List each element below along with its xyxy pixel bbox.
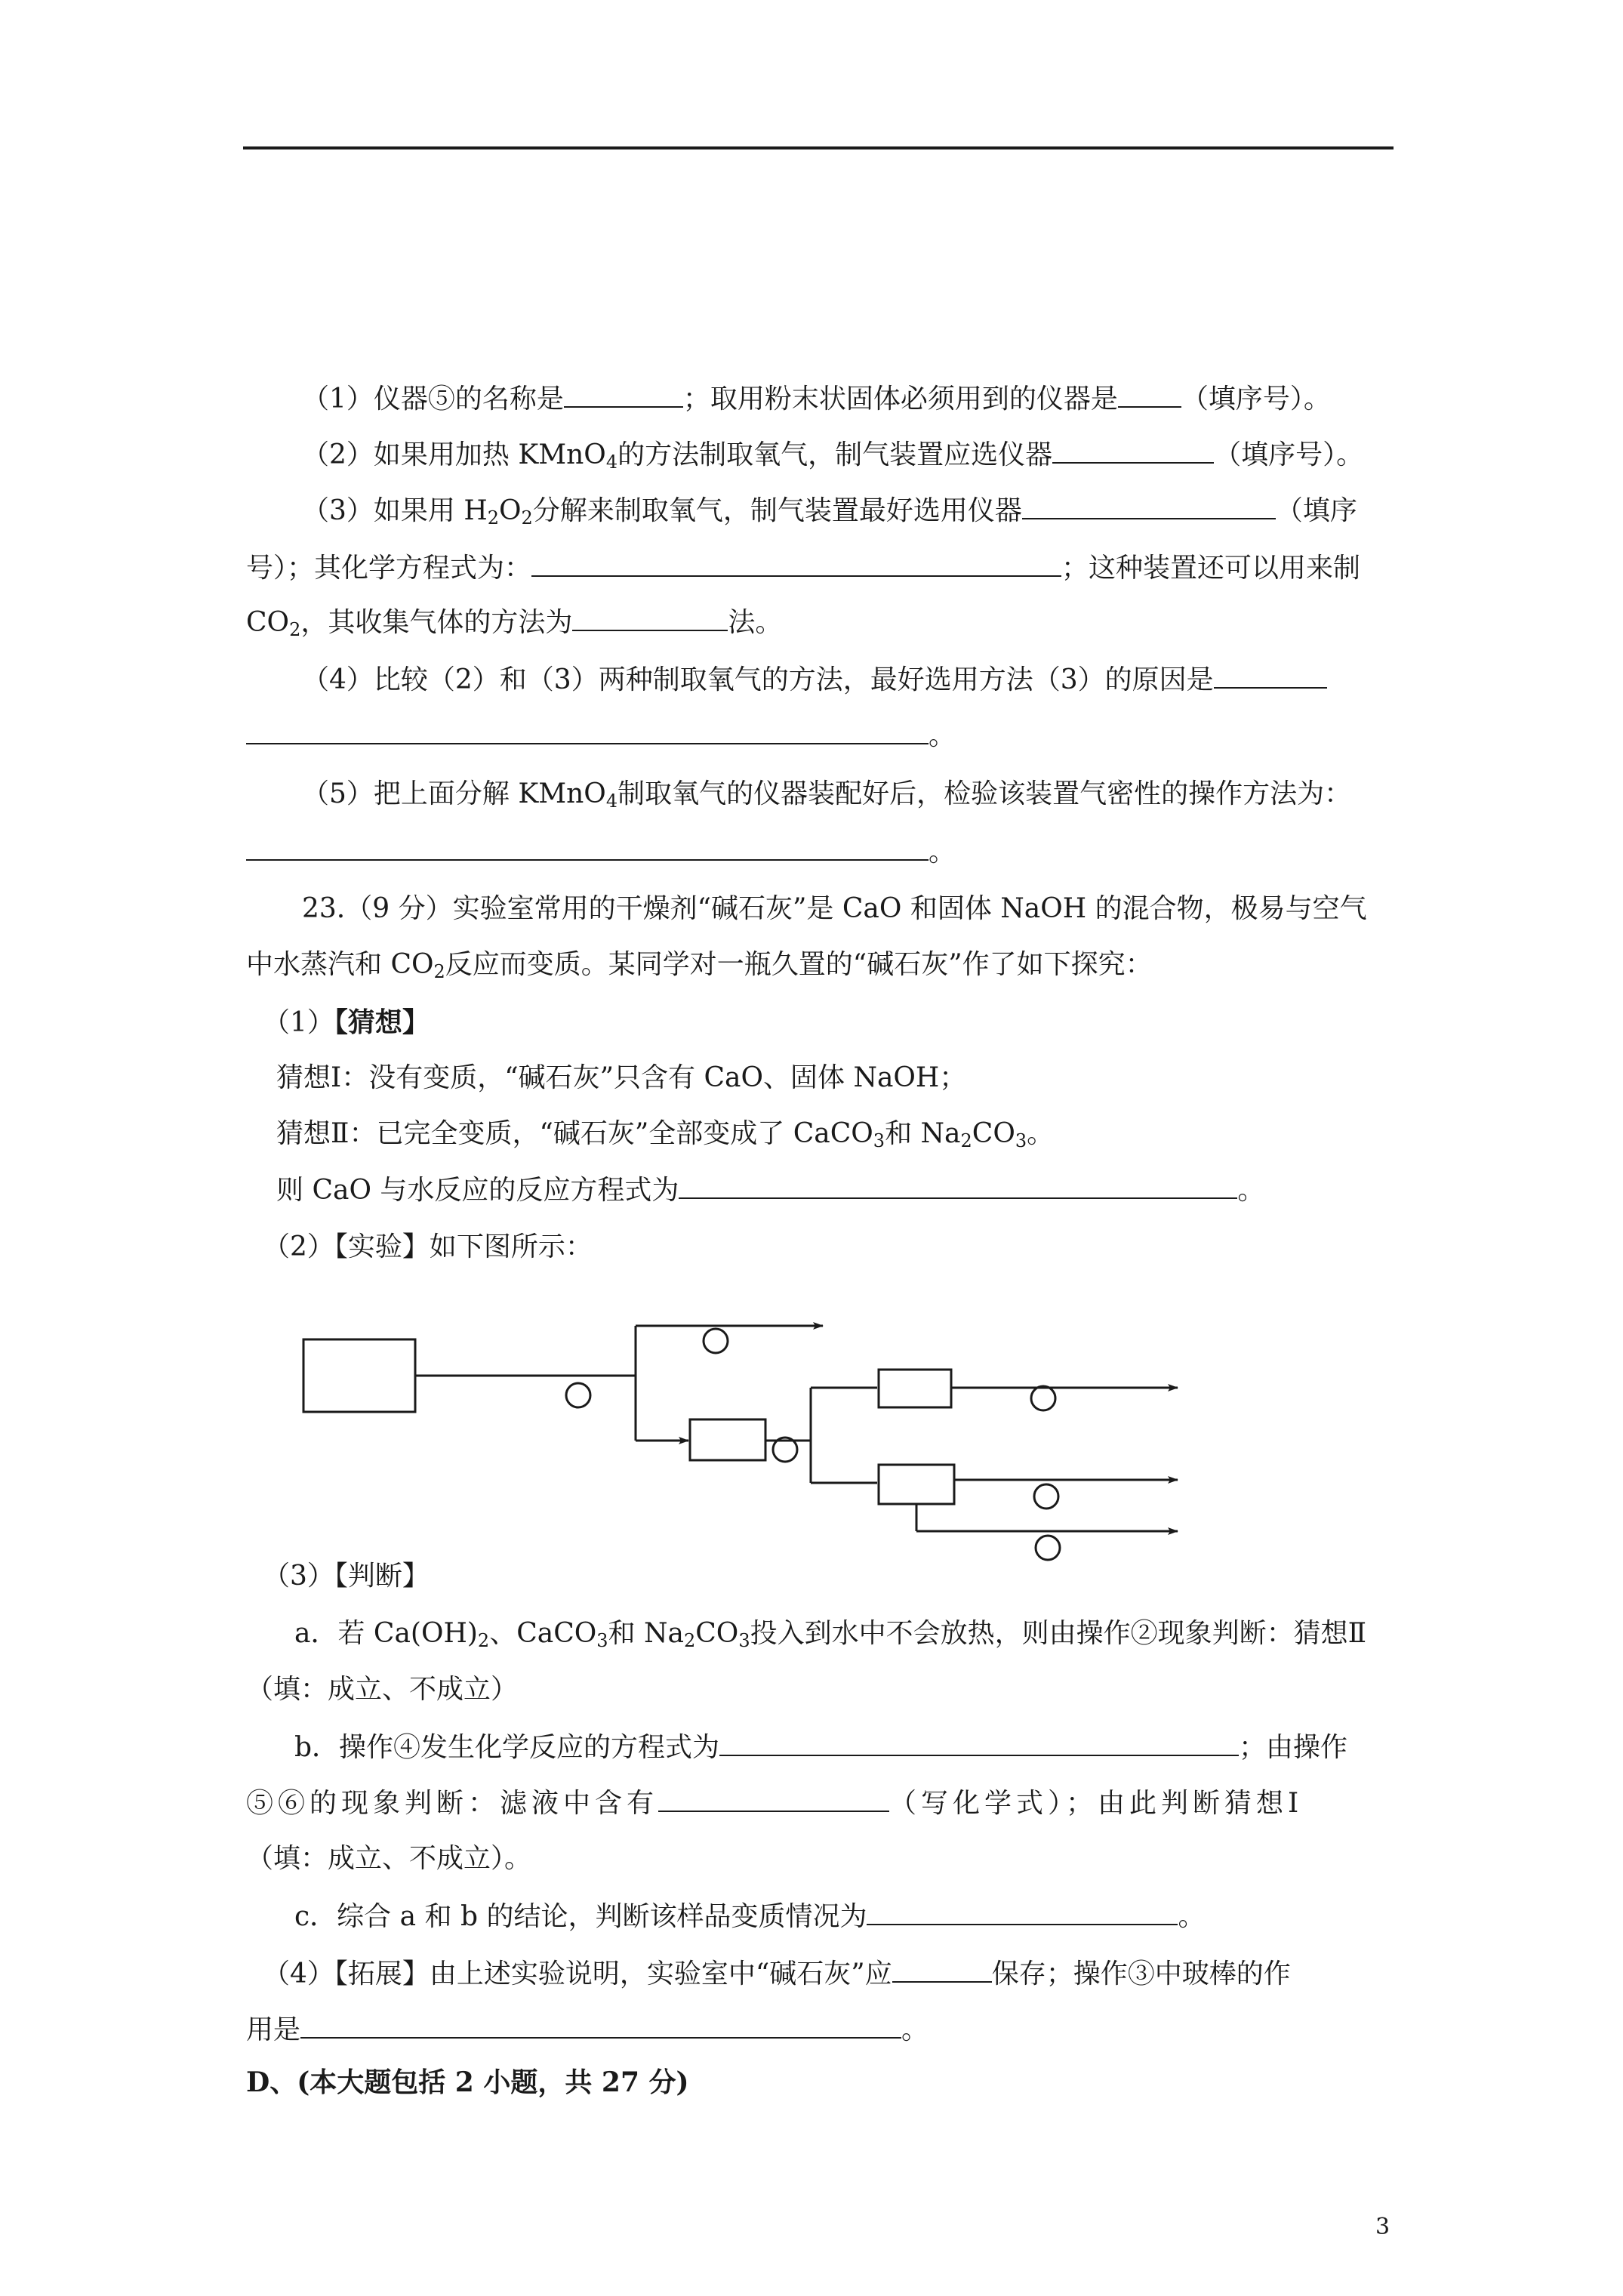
q22-part2: （2）如果用加热 KMnO$_4$的方法制取氧气，制气装置应选仪器 （填序号）。 (302, 436, 1363, 473)
step-circle-1 (566, 1383, 590, 1407)
header-rule (243, 146, 1394, 149)
step-circle-5 (1034, 1484, 1058, 1509)
step-circle-2 (704, 1329, 728, 1353)
q23-judgement-b-line3: （填：成立、不成立）。 (246, 1843, 532, 1874)
q23-section1-heading: （1）【猜想】 (263, 1006, 430, 1038)
q23-section3-heading: （3）【判断】 (263, 1561, 430, 1592)
box-4 (879, 1465, 954, 1504)
q23-judgement-b-line2: ⑤⑥的现象判断：滤液中含有 （写化学式）；由此判断猜想Ⅰ (246, 1785, 1303, 1822)
q23-section2-heading: （2）【实验】如下图所示： (263, 1231, 593, 1262)
q23-judgement-c: c．综合 a 和 b 的结论，判断该样品变质情况为 。 (294, 1898, 1205, 1935)
q23-cao-equation: 则 CaO 与水反应的反应方程式为 。 (276, 1172, 1264, 1209)
q22-part3-line1: （3）如果用 $H_2O_2$分解来制取氧气，制气装置最好选用仪器 （填序 (302, 492, 1357, 529)
q22-part4-line2: 。 (246, 717, 956, 754)
q23-extension-line2: 用是 。 (246, 2011, 929, 2048)
page-number: 3 (1375, 2214, 1390, 2240)
q23-judgement-a-line1: a．若 $Ca(OH)_2$、CaCO$_3$和 $Na_2CO_3$投入到水中不会放热，则由操作②现象判断：猜想Ⅱ (294, 1618, 1367, 1651)
q23-intro-line2: 中水蒸汽和 $CO_2$反应而变质。某同学对一瓶久置的“碱石灰”作了如下探究： (246, 949, 1153, 982)
step-circle-4 (1031, 1386, 1055, 1410)
q22-part4-line1: （4）比较（2）和（3）两种制取氧气的方法，最好选用方法（3）的原因是 (302, 661, 1327, 698)
q23-guess2: 猜想Ⅱ：已完全变质，“碱石灰”全部变成了 CaCO$_3$和 $Na_2CO_3$。 (276, 1118, 1055, 1151)
q23-extension-line1: （4）【拓展】由上述实验说明，实验室中“碱石灰”应 保存；操作③中玻棒的作 (263, 1955, 1291, 1992)
q22-part5-line2: 。 (246, 834, 956, 871)
section-d-heading: D、(本大题包括 2 小题，共 27 分) (246, 2066, 689, 2098)
q23-guess1: 猜想Ⅰ：没有变质，“碱石灰”只含有 CaO、固体 NaOH； (276, 1062, 967, 1093)
experiment-flow-diagram (294, 1299, 1200, 1563)
step-circle-6 (1036, 1536, 1060, 1560)
q23-judgement-a-line2: （填：成立、不成立） (246, 1674, 519, 1705)
q23-intro-line1: 23.（9 分）实验室常用的干燥剂“碱石灰”是 CaO 和固体 NaOH 的混合物，极易与空气 (302, 893, 1367, 924)
q23-judgement-b-line1: b．操作④发生化学反应的方程式为 ；由操作 (294, 1729, 1347, 1766)
q22-part3-line2: 号）；其化学方程式为： ；这种装置还可以用来制 (246, 550, 1360, 587)
q22-part3-line3: $CO_2$，其收集气体的方法为 法。 (246, 604, 782, 641)
q22-part1: （1）仪器⑤的名称是 ；取用粉末状固体必须用到的仪器是 （填序号）。 (302, 381, 1331, 418)
sample-box (303, 1339, 415, 1412)
q22-part5-line1: （5）把上面分解 KMnO$_4$制取氧气的仪器装配好后，检验该装置气密性的操作方法为： (302, 778, 1352, 812)
box-3 (879, 1370, 951, 1407)
box-2 (690, 1419, 765, 1460)
